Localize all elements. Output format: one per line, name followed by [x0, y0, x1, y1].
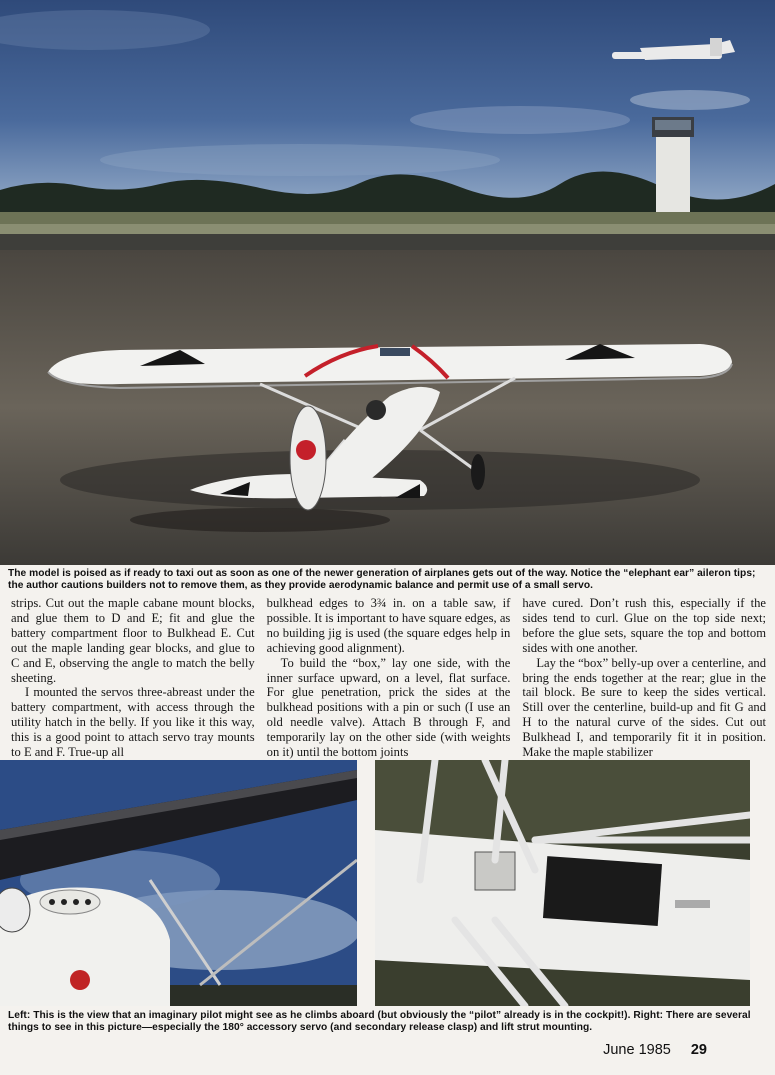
article-paragraph: To build the “box,” lay one side, with the inner surface upward, on a level, flat surface. For glue penetration, prick the sides at the bulkhead positions with a pin or such (I use an old needle valve). Attach B through F, and temporarily lay on the other side (with weights on it) until the bottom joints [266, 655, 511, 760]
article-column-2 [266, 596, 511, 760]
article-column-1 [11, 596, 255, 760]
article-paragraph: have cured. Don’t rush this, especially if the sides tend to curl. Glue on the top side next; before the glue sets, square the top and bottom sides with one another. [522, 596, 767, 655]
page-number: 29 [690, 1042, 707, 1058]
servo-strut-photo [375, 760, 750, 1006]
article-column-3 [522, 596, 767, 760]
page-footer [603, 1042, 707, 1058]
cockpit-view-photo [0, 760, 357, 1006]
article-paragraph: strips. Cut out the maple cabane mount blocks, and glue them to D and E; fit and glue the battery compartment floor to Bulkhead E. Cut out the maple landing gear blocks, and glue to C and E, observing the angle to match the belly sheeting. [11, 596, 255, 685]
issue-date: June 1985 [603, 1042, 671, 1058]
bottom-photos-caption: Left: This is the view that an imaginary pilot might see as he climbs aboard (but obviously the “pilot” already is in the cockpit!). Right: There are several things to see in this picture—especially the 180° accessory servo (and secondary release clasp) and lift strut mounting. [8, 1010, 751, 1033]
article-paragraph: Lay the “box” belly-up over a centerline, and bring the ends together at the rear; glue in the tail block. Be sure to keep the sides vertical. Still over the centerline, build-up and fit G and H to the natural curve of the sides. Cut out Bulkhead I, and temporarily fit it in position. Make the maple stabilizer [522, 655, 767, 760]
article-paragraph: I mounted the servos three-abreast under the battery compartment, with access through the utility hatch in the belly. If you like it this way, this is a good point to attach servo tray mounts to E and F. True-up all [11, 685, 255, 760]
article-paragraph: bulkhead edges to 3¾ in. on a table saw, if possible. It is important to have square edges, as no building jig is used (the square edges help in achieving good alignment). [266, 596, 511, 655]
hero-photo-caption: The model is poised as if ready to taxi out as soon as one of the newer generation of airplanes gets out of the way. Notice the “elephant ear” aileron tips; the author cautions builders not to remove them, as they provide aerodynamic balance and permit use of a small servo. [8, 568, 756, 591]
article-body [11, 596, 767, 760]
